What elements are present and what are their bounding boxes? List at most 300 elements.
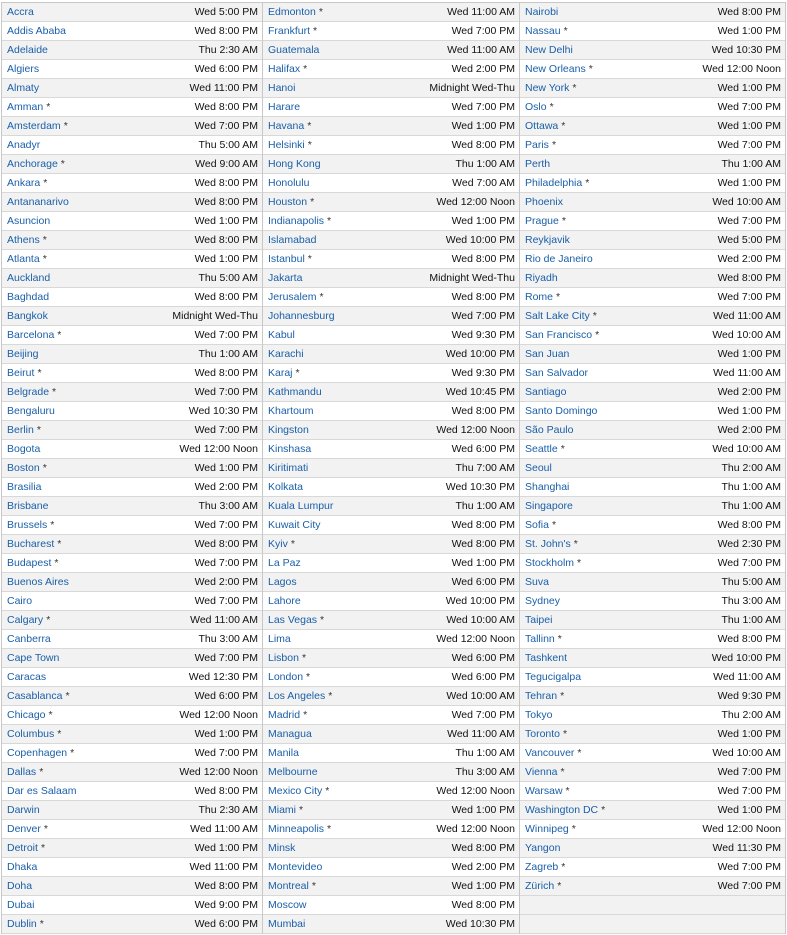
city-link[interactable]: Bogota — [7, 443, 41, 455]
city-link[interactable]: Halifax — [268, 63, 301, 75]
time-cell: Wed 9:00 AM — [195, 158, 258, 170]
city-link[interactable]: Lima — [268, 633, 291, 645]
city-link[interactable]: Cairo — [7, 595, 33, 607]
city-link[interactable]: Athens — [7, 234, 40, 246]
city-link[interactable]: Moscow — [268, 899, 307, 911]
dst-marker: * — [328, 690, 333, 702]
city-link[interactable]: Chicago — [7, 709, 46, 721]
time-cell: Wed 12:00 Noon — [702, 63, 781, 75]
table-row — [2, 649, 262, 668]
city-link[interactable]: Dhaka — [7, 861, 38, 873]
table-row — [263, 763, 519, 782]
city-link[interactable]: Kathmandu — [268, 386, 322, 398]
table-row — [520, 820, 785, 839]
city-link[interactable]: Caracas — [7, 671, 47, 683]
city-cell — [7, 671, 46, 683]
city-link[interactable]: Kyiv — [268, 538, 288, 550]
city-link[interactable]: Tegucigalpa — [525, 671, 582, 683]
city-link[interactable]: Seattle — [525, 443, 558, 455]
time-cell: Thu 5:00 AM — [198, 272, 258, 284]
dst-marker: * — [57, 329, 62, 341]
time-cell: Wed 7:00 PM — [717, 557, 781, 569]
time-cell: Wed 7:00 PM — [451, 310, 515, 322]
table-row — [520, 744, 785, 763]
time-cell: Wed 7:00 PM — [451, 101, 515, 113]
table-row — [263, 820, 519, 839]
city-link[interactable]: Harare — [268, 101, 301, 113]
city-link[interactable]: Ottawa — [525, 120, 559, 132]
city-cell — [7, 158, 65, 170]
city-cell — [525, 595, 560, 607]
city-link[interactable]: Canberra — [7, 633, 51, 645]
city-link[interactable]: Buenos Aires — [7, 576, 69, 588]
city-link[interactable]: New York — [525, 82, 570, 94]
city-link[interactable]: Denver — [7, 823, 41, 835]
city-cell — [7, 538, 61, 550]
city-cell — [268, 120, 311, 132]
city-link[interactable]: Reykjavik — [525, 234, 570, 246]
city-link[interactable]: Kingston — [268, 424, 309, 436]
city-link[interactable]: Nairobi — [525, 6, 559, 18]
city-link[interactable]: Calgary — [7, 614, 44, 626]
city-link[interactable]: Vienna — [525, 766, 558, 778]
table-row — [263, 478, 519, 497]
city-link[interactable]: Philadelphia — [525, 177, 583, 189]
dst-marker: * — [40, 842, 46, 854]
city-link[interactable]: Houston — [268, 196, 308, 208]
city-link[interactable]: Istanbul — [268, 253, 305, 265]
city-cell — [7, 690, 70, 702]
city-link[interactable]: Los Angeles — [268, 690, 326, 702]
city-cell — [525, 842, 560, 854]
city-link[interactable]: Lagos — [268, 576, 297, 588]
city-link[interactable]: Prague — [525, 215, 559, 227]
city-link[interactable]: Copenhagen — [7, 747, 68, 759]
city-link[interactable]: Baghdad — [7, 291, 50, 303]
table-row — [520, 288, 785, 307]
city-link[interactable]: Lisbon — [268, 652, 299, 664]
dst-marker: * — [325, 785, 330, 797]
city-cell — [7, 6, 34, 18]
city-link[interactable]: Manila — [268, 747, 299, 759]
city-link[interactable]: Taipei — [525, 614, 553, 626]
city-link[interactable]: Tashkent — [525, 652, 568, 664]
time-cell: Wed 5:00 PM — [717, 234, 781, 246]
city-link[interactable]: New Delhi — [525, 44, 573, 56]
table-row — [263, 402, 519, 421]
city-link[interactable]: Yangon — [525, 842, 561, 854]
city-link[interactable]: Zagreb — [525, 861, 559, 873]
time-cell: Wed 1:00 PM — [451, 557, 515, 569]
city-link[interactable]: Antananarivo — [7, 196, 69, 208]
city-link[interactable]: Asuncion — [7, 215, 51, 227]
city-link[interactable]: Columbus — [7, 728, 55, 740]
city-cell — [268, 443, 311, 455]
table-row — [520, 535, 785, 554]
city-cell — [268, 234, 316, 246]
time-cell: Wed 1:00 PM — [717, 120, 781, 132]
city-link[interactable]: Karaj — [268, 367, 293, 379]
time-cell: Wed 1:00 PM — [717, 728, 781, 740]
table-row — [520, 117, 785, 136]
city-link[interactable]: Bucharest — [7, 538, 55, 550]
city-link[interactable]: San Salvador — [525, 367, 589, 379]
time-cell: Wed 8:00 PM — [194, 880, 258, 892]
table-row — [2, 117, 262, 136]
time-cell: Wed 8:00 PM — [451, 899, 515, 911]
time-cell: Wed 7:00 PM — [451, 709, 515, 721]
time-cell: Wed 7:00 PM — [194, 747, 258, 759]
city-link[interactable]: Accra — [7, 6, 34, 18]
city-link[interactable]: Kabul — [268, 329, 295, 341]
dst-marker: * — [306, 671, 311, 683]
city-cell — [268, 633, 291, 645]
time-cell: Thu 1:00 AM — [455, 500, 515, 512]
dst-marker: * — [318, 6, 323, 18]
time-cell: Wed 7:00 PM — [194, 386, 258, 398]
city-link[interactable]: Jakarta — [268, 272, 303, 284]
city-cell — [7, 766, 43, 778]
city-cell — [268, 709, 307, 721]
city-column-3 — [520, 3, 786, 934]
city-cell — [268, 310, 335, 322]
dst-marker: * — [42, 253, 47, 265]
time-cell: Wed 8:00 PM — [451, 139, 515, 151]
city-link[interactable]: Dublin — [7, 918, 37, 930]
table-row — [2, 516, 262, 535]
city-cell — [268, 728, 312, 740]
city-cell — [268, 44, 319, 56]
time-cell: Thu 1:00 AM — [721, 614, 781, 626]
dst-marker: * — [557, 633, 562, 645]
city-link[interactable]: Montevideo — [268, 861, 323, 873]
city-link[interactable]: La Paz — [268, 557, 301, 569]
city-link[interactable]: Phoenix — [525, 196, 563, 208]
city-link[interactable]: Las Vegas — [268, 614, 318, 626]
city-cell — [268, 329, 295, 341]
city-link[interactable]: Perth — [525, 158, 551, 170]
city-cell — [7, 101, 50, 113]
table-row — [2, 839, 262, 858]
city-cell — [525, 462, 552, 474]
time-cell: Wed 12:00 Noon — [436, 785, 515, 797]
city-cell — [525, 576, 549, 588]
city-link[interactable]: Budapest — [7, 557, 52, 569]
city-link[interactable]: Berlin — [7, 424, 34, 436]
city-link[interactable]: Mexico City — [268, 785, 323, 797]
time-cell: Thu 2:00 AM — [721, 709, 781, 721]
city-cell — [268, 899, 307, 911]
city-cell — [525, 614, 552, 626]
time-cell: Wed 7:00 PM — [194, 120, 258, 132]
city-link[interactable]: Detroit — [7, 842, 38, 854]
table-row — [2, 497, 262, 516]
table-row — [2, 725, 262, 744]
city-link[interactable]: Tokyo — [525, 709, 553, 721]
time-cell: Wed 8:00 PM — [717, 6, 781, 18]
time-cell: Wed 1:00 PM — [194, 728, 258, 740]
city-cell — [7, 367, 42, 379]
table-row — [2, 98, 262, 117]
table-row — [2, 193, 262, 212]
city-link[interactable]: Brisbane — [7, 500, 49, 512]
table-row — [2, 763, 262, 782]
city-link[interactable]: Kuala Lumpur — [268, 500, 334, 512]
time-cell: Wed 1:00 PM — [194, 253, 258, 265]
table-row — [520, 60, 785, 79]
city-cell — [7, 44, 48, 56]
city-link[interactable]: Melbourne — [268, 766, 318, 778]
city-link[interactable]: Warsaw — [525, 785, 563, 797]
city-link[interactable]: Jerusalem — [268, 291, 317, 303]
table-row — [263, 212, 519, 231]
city-link[interactable]: Karachi — [268, 348, 304, 360]
city-link[interactable]: Addis Ababa — [7, 25, 66, 37]
time-cell: Wed 10:00 AM — [712, 747, 781, 759]
city-link[interactable]: Managua — [268, 728, 312, 740]
table-row — [2, 573, 262, 592]
city-cell — [268, 405, 314, 417]
city-link[interactable]: Kinshasa — [268, 443, 312, 455]
city-link[interactable]: Amman — [7, 101, 44, 113]
city-link[interactable]: Kuwait City — [268, 519, 321, 531]
city-cell — [268, 367, 300, 379]
city-cell — [7, 557, 58, 569]
table-row — [520, 440, 785, 459]
city-link[interactable]: Miami — [268, 804, 296, 816]
city-link[interactable]: Winnipeg — [525, 823, 569, 835]
city-link[interactable]: Hong Kong — [268, 158, 321, 170]
city-link[interactable]: Riyadh — [525, 272, 558, 284]
city-link[interactable]: Sofia — [525, 519, 549, 531]
city-link[interactable]: Tehran — [525, 690, 558, 702]
table-row — [520, 459, 785, 478]
time-cell: Wed 8:00 PM — [194, 177, 258, 189]
time-cell: Wed 7:00 PM — [717, 785, 781, 797]
city-link[interactable]: Vancouver — [525, 747, 575, 759]
city-link[interactable]: Bengaluru — [7, 405, 55, 417]
city-cell — [525, 671, 581, 683]
city-link[interactable]: San Juan — [525, 348, 570, 360]
city-link[interactable]: Auckland — [7, 272, 51, 284]
city-link[interactable]: Sydney — [525, 595, 561, 607]
time-cell: Wed 8:00 PM — [194, 25, 258, 37]
time-cell: Wed 6:00 PM — [451, 576, 515, 588]
city-link[interactable]: Khartoum — [268, 405, 314, 417]
time-cell: Wed 7:00 PM — [194, 519, 258, 531]
city-link[interactable]: Santiago — [525, 386, 567, 398]
table-row — [520, 478, 785, 497]
table-row — [2, 402, 262, 421]
time-cell: Wed 9:30 PM — [451, 329, 515, 341]
city-cell — [7, 386, 56, 398]
city-link[interactable]: Ankara — [7, 177, 41, 189]
city-link[interactable]: Hanoi — [268, 82, 296, 94]
city-cell — [268, 595, 301, 607]
dst-marker: * — [39, 918, 44, 930]
city-cell — [7, 804, 40, 816]
city-link[interactable]: Brussels — [7, 519, 48, 531]
city-cell — [525, 6, 558, 18]
city-link[interactable]: London — [268, 671, 304, 683]
city-link[interactable]: Casablanca — [7, 690, 63, 702]
city-link[interactable]: Lahore — [268, 595, 301, 607]
city-link[interactable]: New Orleans — [525, 63, 586, 75]
city-link[interactable]: Almaty — [7, 82, 40, 94]
table-row — [2, 915, 262, 934]
dst-marker: * — [52, 386, 57, 398]
table-row — [520, 383, 785, 402]
city-link[interactable]: Adelaide — [7, 44, 48, 56]
time-cell: Midnight Wed-Thu — [429, 82, 515, 94]
time-cell: Wed 10:30 PM — [711, 44, 781, 56]
city-cell — [525, 424, 573, 436]
city-link[interactable]: Edmonton — [268, 6, 316, 18]
dst-marker: * — [595, 329, 600, 341]
table-row — [2, 383, 262, 402]
city-cell — [7, 348, 39, 360]
city-link[interactable]: Suva — [525, 576, 549, 588]
city-link[interactable]: Anchorage — [7, 158, 58, 170]
time-cell: Wed 6:00 PM — [194, 690, 258, 702]
city-cell — [268, 823, 331, 835]
city-link[interactable]: Seoul — [525, 462, 552, 474]
city-link[interactable]: Salt Lake City — [525, 310, 590, 322]
time-cell: Thu 1:00 AM — [455, 747, 515, 759]
table-row — [520, 611, 785, 630]
city-link[interactable]: Dar es Salaam — [7, 785, 77, 797]
table-row — [2, 269, 262, 288]
city-link[interactable]: Rome — [525, 291, 554, 303]
city-link[interactable]: Havana — [268, 120, 305, 132]
dst-marker: * — [307, 139, 312, 151]
city-link[interactable]: Singapore — [525, 500, 573, 512]
city-link[interactable]: Boston — [7, 462, 40, 474]
city-cell — [525, 139, 556, 151]
city-link[interactable]: Dallas — [7, 766, 37, 778]
city-link[interactable]: Darwin — [7, 804, 40, 816]
city-link[interactable]: Mumbai — [268, 918, 306, 930]
city-link[interactable]: Frankfurt — [268, 25, 311, 37]
city-link[interactable]: Indianapolis — [268, 215, 325, 227]
city-link[interactable]: Amsterdam — [7, 120, 61, 132]
city-cell — [268, 614, 324, 626]
time-cell: Wed 1:00 PM — [717, 804, 781, 816]
table-row — [2, 231, 262, 250]
table-row — [2, 820, 262, 839]
city-cell — [268, 804, 303, 816]
city-link[interactable]: Guatemala — [268, 44, 320, 56]
table-row — [2, 60, 262, 79]
city-link[interactable]: Islamabad — [268, 234, 317, 246]
time-cell: Wed 7:00 PM — [717, 861, 781, 873]
city-link[interactable]: Zürich — [525, 880, 555, 892]
table-row — [2, 706, 262, 725]
city-link[interactable]: Tallinn — [525, 633, 555, 645]
table-row — [263, 98, 519, 117]
table-row — [520, 326, 785, 345]
city-link[interactable]: Kiritimati — [268, 462, 309, 474]
table-row — [2, 877, 262, 896]
time-cell: Wed 11:00 AM — [713, 367, 781, 379]
dst-marker: * — [39, 766, 44, 778]
city-cell — [7, 139, 40, 151]
dst-marker: * — [65, 690, 70, 702]
city-link[interactable]: Washington DC — [525, 804, 599, 816]
city-link[interactable]: Toronto — [525, 728, 561, 740]
city-link[interactable]: Doha — [7, 880, 33, 892]
empty-row — [520, 915, 785, 934]
time-cell: Wed 11:00 AM — [447, 6, 515, 18]
city-cell — [7, 177, 47, 189]
city-cell — [525, 728, 567, 740]
city-cell — [525, 785, 570, 797]
city-link[interactable]: Bangkok — [7, 310, 48, 322]
table-row — [520, 98, 785, 117]
city-link[interactable]: Belgrade — [7, 386, 50, 398]
city-link[interactable]: Dubai — [7, 899, 35, 911]
dst-marker: * — [70, 747, 75, 759]
city-link[interactable]: Barcelona — [7, 329, 55, 341]
city-link[interactable]: Atlanta — [7, 253, 40, 265]
city-link[interactable]: Oslo — [525, 101, 547, 113]
city-link[interactable]: Anadyr — [7, 139, 41, 151]
table-row — [520, 193, 785, 212]
city-link[interactable]: Rio de Janeiro — [525, 253, 593, 265]
city-link[interactable]: São Paulo — [525, 424, 574, 436]
city-link[interactable]: Algiers — [7, 63, 40, 75]
dst-marker: * — [303, 709, 308, 721]
city-cell — [7, 82, 39, 94]
city-link[interactable]: St. John's — [525, 538, 571, 550]
city-link[interactable]: Helsinki — [268, 139, 305, 151]
city-link[interactable]: Nassau — [525, 25, 561, 37]
table-row — [263, 611, 519, 630]
table-row — [2, 155, 262, 174]
city-link[interactable]: Kolkata — [268, 481, 304, 493]
table-row — [2, 611, 262, 630]
time-cell: Wed 8:00 PM — [194, 538, 258, 550]
table-row — [520, 573, 785, 592]
table-row — [263, 782, 519, 801]
city-link[interactable]: San Francisco — [525, 329, 593, 341]
city-cell — [525, 63, 593, 75]
city-link[interactable]: Beirut — [7, 367, 35, 379]
time-cell: Wed 10:30 PM — [445, 481, 515, 493]
city-link[interactable]: Montreal — [268, 880, 309, 892]
city-link[interactable]: Santo Domingo — [525, 405, 598, 417]
city-link[interactable]: Beijing — [7, 348, 39, 360]
time-cell: Wed 10:00 AM — [712, 329, 781, 341]
city-link[interactable]: Paris — [525, 139, 549, 151]
time-cell: Wed 11:00 AM — [713, 310, 781, 322]
city-link[interactable]: Shanghai — [525, 481, 570, 493]
city-link[interactable]: Minsk — [268, 842, 296, 854]
city-link[interactable]: Madrid — [268, 709, 301, 721]
city-cell — [7, 462, 47, 474]
time-cell: Wed 6:00 PM — [194, 63, 258, 75]
city-link[interactable]: Johannesburg — [268, 310, 335, 322]
time-cell: Thu 2:30 AM — [198, 804, 258, 816]
city-link[interactable]: Brasilia — [7, 481, 42, 493]
city-link[interactable]: Cape Town — [7, 652, 60, 664]
city-link[interactable]: Honolulu — [268, 177, 310, 189]
table-row — [2, 896, 262, 915]
city-link[interactable]: Stockholm — [525, 557, 575, 569]
city-link[interactable]: Minneapolis — [268, 823, 325, 835]
city-cell — [7, 405, 55, 417]
city-cell — [7, 443, 40, 455]
